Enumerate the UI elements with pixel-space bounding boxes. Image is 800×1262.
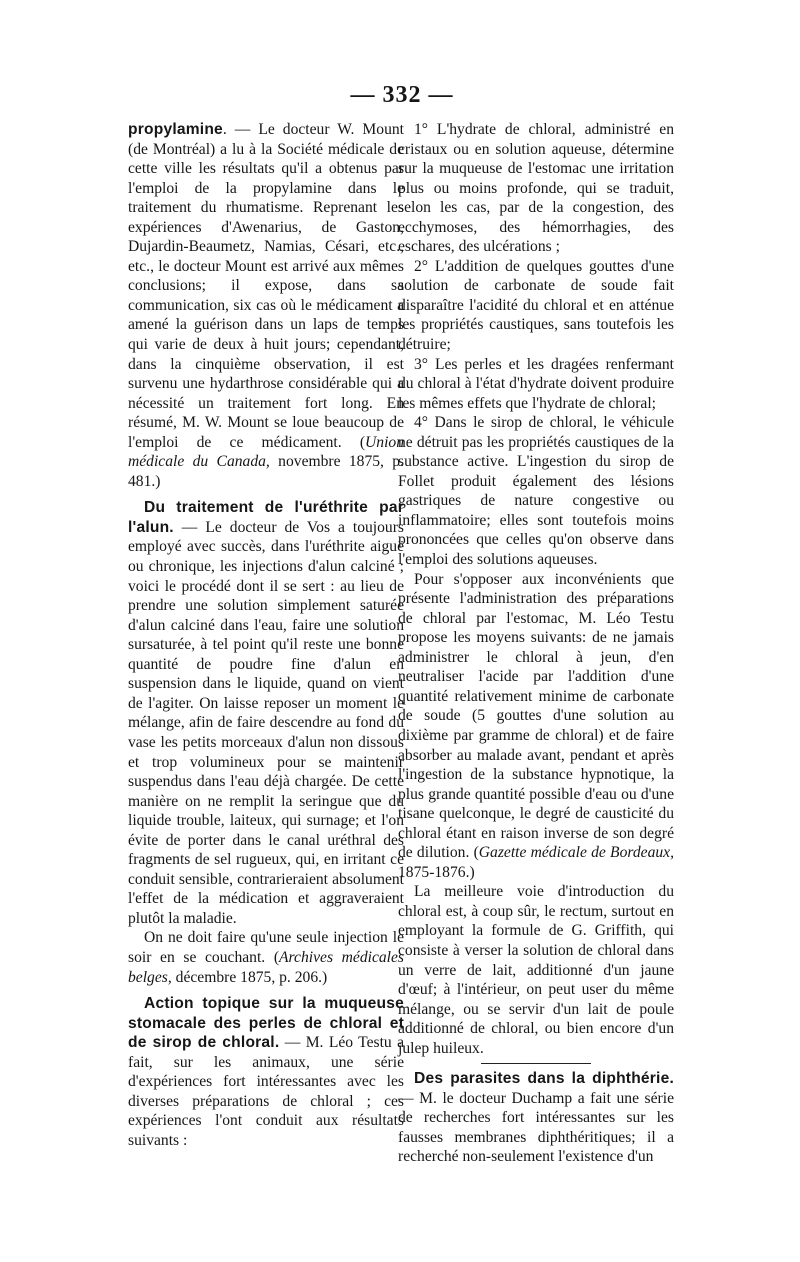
citation-urethrite: Archives médicales belges, [128,948,404,986]
paragraph-rectum: La meilleure voie d'introduction du chloral est, à coup sûr, le rectum, surtout en employant la formule de G. Griffith, qui consiste à verser la solution de chloral dans un verre de lait, additionné d'un jaune d'œuf; à l'intérieur, on peut user du même mélange, ou se servir d'un lait de poule additionné de chloral, ou bien encore d'un julep huileux. [398,883,674,1057]
citation-remedy: Gazette médicale de Bordeaux, [478,844,674,862]
article-heading-propylamine: propylamine [128,121,223,138]
citation-tail-propylamine: novembre 1875, p. 481.) [128,453,404,490]
article-body-urethrite: — Le docteur de Vos a toujours employé avec succès, dans l'uréthrite aiguë ou chronique, les injections d'alun calciné ; voici le procédé dont il se sert : au lieu de prendre une solution simplement saturée d'alun calciné dans l'eau, faire une solution sursaturée, à tel point qu'il reste une bonne quantité de poudre fine d'alun en suspension dans le liquide, quand on vient de l'agiter. On laisse reposer un moment le mélange, afin de faire descendre au fond du vase les petits morceaux d'alun non dissous et trop volumineux pour se maintenir suspendus dans l'eau déjà chargée. De cette manière on ne remplit la seringue que du liquide trouble, laiteux, qui surnage; et l'on évite de porter dans le canal uréthral des fragments de sel rugueux, qui, en irritant ce conduit sensible, contrarieraient absolument l'effet de la médication et aggraveraient plutôt la maladie. [128,518,404,927]
article-heading-chloral: Action topique sur la muqueuse stomacale des perles de chloral et de sirop de chloral. [128,995,404,1052]
page-number: — 332 — [350,82,454,108]
citation-tail-urethrite: décembre 1875, p. 206.) [171,968,328,986]
article-diphtherie [398,1069,674,1167]
result-item-4: 4° Dans le sirop de chloral, le véhicule ne détruit pas les propriétés caustiques de la substance active. L'ingestion du sirop de Follet produit également des lésions gastriques de nature congestive ou inflammatoire; elles sont toutefois moins prononcées que celles qu'on observe dans l'emploi des solutions aqueuses. [398,414,674,569]
article-propylamine [128,120,404,491]
article-body-chloral: — M. Léo Testu a fait, sur les animaux, une série d'expériences fort intéressantes avec les diverses préparations de chloral ; ces expériences l'ont conduit aux résultats suivants : [128,1034,404,1149]
article-urethrite-continued [128,928,404,987]
citation-propylamine: Union médicale du Canada, [128,433,404,471]
right-column [398,120,674,1167]
result-item-2: 2° L'addition de quelques gouttes d'une solution de carbonate de soude fait disparaître l'acidité du chloral et en atténue les propriétés caustiques, sans toutefois les détruire; [398,257,674,354]
article-body-propylamine: . — Le docteur W. Mount (de Montréal) a lu à la Société médicale de cette ville les résultats qu'il a obtenus par l'emploi de la propylamine dans le traitement du rhumatisme. Reprenant les expériences d'Awenarius, de Gaston, Dujardin-Beaumetz, Namias, Césari, etc., etc., le docteur Mount est arrivé aux mêmes conclusions; il expose, dans sa communication, six cas où le médicament a amené la guérison dans un laps de temps qui varie de deux à huit jours; cependant, dans la cinquième observation, il est survenu une hydarthrose considérable qui a nécessité un traitement fort long. En résumé, M. W. Mount se loue beaucoup de l'emploi de ce médicament. ( [128,121,404,451]
remedy-body: Pour s'opposer aux inconvénients que présente l'administration des préparations de chloral par l'estomac, M. Léo Testu propose les moyens suivants: de ne jamais administrer le chloral à jeun, d'en neutraliser l'acide par l'addition d'une quantité relativement minime de carbonate de soude (5 gouttes d'une solution au dixième par gramme de chloral) et de faire absorber au malade avant, pendant et après l'ingestion de la substance hypnotique, la plus grande quantité possible d'eau ou d'une tisane quelconque, le degré de causticité du chloral étant en raison inverse de son degré de dilution. ( [398,570,674,862]
left-column [128,120,404,1150]
article-heading-urethrite: Du traitement de l'uréthrite par l'alun. [128,499,404,536]
result-item-1: 1° L'hydrate de chloral, administré en cristaux ou en solution aqueuse, détermine sur la muqueuse de l'estomac une irritation plus ou moins profonde, qui se traduit, selon les cas, par de la congestion, des ecchymoses, des hémorrhagies, des eschares, des ulcérations ; [398,121,674,256]
article-urethrite [128,498,404,928]
article-body-diphtherie: — M. le docteur Duchamp a fait une série de recherches fort intéressantes sur les fausses membranes diphthéritiques; il a recherché non-seulement l'existence d'un [398,1089,674,1166]
section-divider [481,1063,591,1064]
citation-tail-remedy: 1875-1876.) [398,863,475,881]
article-chloral [128,994,404,1150]
paragraph-remedy [398,570,674,883]
article-heading-diphtherie: Des parasites dans la diphthérie. [414,1070,674,1088]
result-item-3: 3° Les perles et les dragées renfermant du chloral à l'état d'hydrate doivent produire les mêmes effets que l'hydrate de chloral; [398,355,674,412]
article-body-urethrite-2: On ne doit faire qu'une seule injection le soir en se couchant. ( [128,929,404,966]
